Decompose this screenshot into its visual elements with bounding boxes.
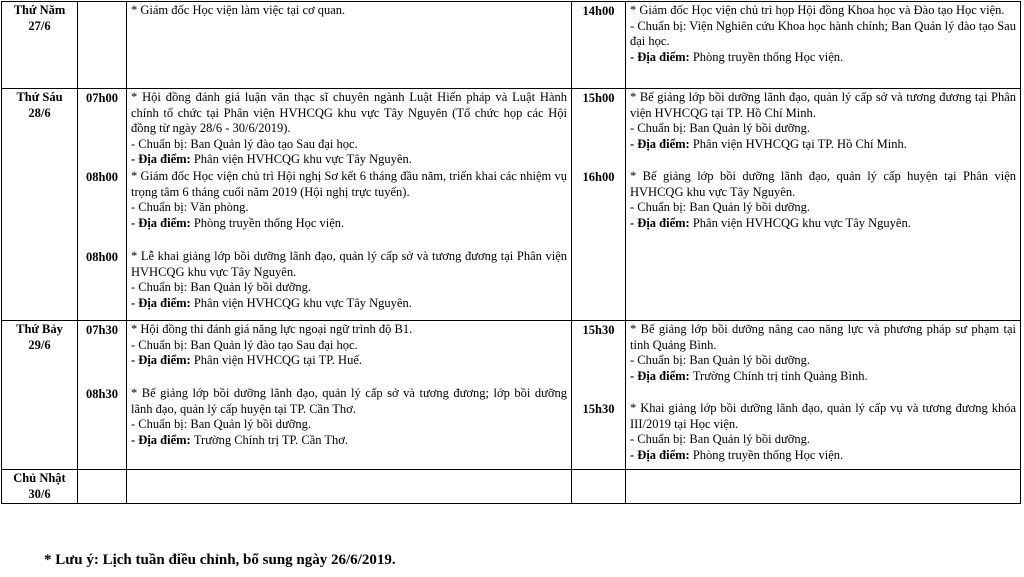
event-text: * Hội đồng đánh giá luận văn thạc sĩ chuyên ngành Luật Hiến pháp và Luật Hành chính tổ chức tại Phân viện HVHCQG khu vực Tây Nguyên (Tổ chức họp các Hội đồng từ ngày 28/6 - 30/6/2019). <box>131 90 567 135</box>
prep-value: Ban Quản lý bồi dưỡng. <box>689 353 811 367</box>
event-time: 15h30 <box>582 402 615 416</box>
morning-time-cell <box>78 89 127 321</box>
place-label: - Địa điểm: <box>131 353 194 367</box>
event-prep <box>630 121 1016 137</box>
event-place <box>131 296 567 312</box>
prep-label: - Chuẩn bị: <box>131 280 191 294</box>
event-prep <box>131 200 567 216</box>
event-text: * Bế giảng lớp bồi dưỡng lãnh đạo, quản lý cấp sở và tương đương; lớp bồi dưỡng lãnh đạo, quản lý cấp huyện tại TP. Cần Thơ. <box>131 386 567 416</box>
afternoon-content-cell <box>626 470 1021 504</box>
event-place <box>131 433 567 449</box>
prep-label: - Chuẩn bị: <box>630 121 690 135</box>
place-value: Phân viện HVHCQG khu vực Tây Nguyên. <box>692 215 911 230</box>
place-label: - Địa điểm: <box>131 432 194 447</box>
place-value: Phân viện HVHCQG tại TP. Huế. <box>193 353 363 367</box>
event-time: 15h00 <box>582 91 615 105</box>
afternoon-time-cell <box>572 2 626 89</box>
place-label: - Địa điểm: <box>131 152 194 166</box>
place-value: Phân viện HVHCQG khu vực Tây Nguyên. <box>193 152 412 166</box>
event-item <box>131 3 567 19</box>
event-prep <box>131 417 567 433</box>
schedule-body <box>2 2 1021 504</box>
place-value: Phòng truyền thống Học viện. <box>692 447 844 462</box>
schedule-note: * Lưu ý: Lịch tuần điều chỉnh, bổ sung ngày 26/6/2019. <box>44 552 396 568</box>
event-place <box>131 152 567 168</box>
event-text: * Giám đốc Học viện làm việc tại cơ quan. <box>131 3 346 17</box>
prep-value: Viện Nghiên cứu Khoa học hành chính; Ban Quản lý đào tạo Sau đại học. <box>630 18 1016 48</box>
morning-content-cell <box>127 321 572 470</box>
schedule-table <box>1 1 1021 504</box>
event-time: 08h00 <box>86 170 118 184</box>
prep-label: - Chuẩn bị: <box>630 18 690 33</box>
day-name: Chủ Nhật <box>13 471 66 485</box>
place-value: Phân viện HVHCQG khu vực Tây Nguyên. <box>193 295 412 310</box>
event-text: * Lễ khai giảng lớp bồi dưỡng lãnh đạo, quản lý cấp sở và tương đương tại Phân viện HVHCQG khu vực Tây Nguyên. <box>131 249 567 279</box>
morning-content-cell <box>127 2 572 89</box>
prep-value: Ban Quản lý đào tạo Sau đại học. <box>190 136 358 151</box>
place-value: Phòng truyền thống Học viện. <box>692 49 844 64</box>
prep-label: - Chuẩn bị: <box>630 353 690 367</box>
event-item <box>131 322 567 369</box>
event-prep <box>131 338 567 354</box>
table-row <box>2 321 1021 470</box>
place-label: - Địa điểm: <box>630 49 693 64</box>
day-date: 30/6 <box>28 486 51 501</box>
event-prep <box>630 200 1016 216</box>
event-prep <box>131 137 567 153</box>
event-place <box>630 50 1016 66</box>
prep-label: - Chuẩn bị: <box>131 417 191 431</box>
event-place <box>630 448 1016 464</box>
event-item <box>131 90 567 168</box>
place-value: Phòng truyền thống Học viện. <box>193 215 345 230</box>
event-time: 07h30 <box>86 323 118 337</box>
event-text: * Bế giảng lớp bồi dưỡng nâng cao năng lực và phương pháp sư phạm tại tỉnh Quảng Bình. <box>630 322 1016 352</box>
place-value: Trường Chính trị tỉnh Quảng Bình. <box>692 368 868 383</box>
day-date: 28/6 <box>28 105 51 120</box>
event-time: 08h00 <box>86 250 118 264</box>
event-prep <box>630 353 1016 369</box>
event-place <box>131 353 567 369</box>
prep-label: - Chuẩn bị: <box>630 200 690 214</box>
day-cell <box>2 321 78 470</box>
event-time: 16h00 <box>582 170 615 184</box>
prep-label: - Chuẩn bị: <box>131 136 191 151</box>
place-label: - Địa điểm: <box>131 295 194 310</box>
event-text: * Giám đốc Học viện chủ trì Hội nghị Sơ kết 6 tháng đầu năm, triển khai các nhiệm vụ trọng tâm 6 tháng cuối năm 2019 (Hội nghị trực tuyến). <box>131 169 567 199</box>
place-label: - Địa điểm: <box>131 215 194 230</box>
event-item <box>630 322 1016 384</box>
event-item <box>630 169 1016 231</box>
afternoon-content-cell <box>626 89 1021 321</box>
day-name: Thứ Năm <box>13 3 66 17</box>
prep-value: Ban Quản lý bồi dưỡng. <box>190 280 312 294</box>
event-time: 07h00 <box>86 91 118 105</box>
place-label: - Địa điểm: <box>630 136 693 151</box>
morning-time-cell <box>78 321 127 470</box>
prep-value: Văn phòng. <box>190 200 249 214</box>
event-place <box>131 216 567 232</box>
day-name: Thứ Bảy <box>16 322 63 336</box>
event-text: * Khai giảng lớp bồi dưỡng lãnh đạo, quản lý cấp vụ và tương đương khóa III/2019 tại Học viện. <box>630 401 1016 431</box>
day-date: 27/6 <box>28 18 51 33</box>
event-item <box>131 249 567 311</box>
event-text: * Bế giảng lớp bồi dưỡng lãnh đạo, quản lý cấp sở và tương đương tại Phân viện HVHCQG tại TP. Hồ Chí Minh. <box>630 90 1016 120</box>
event-place <box>630 369 1016 385</box>
place-label: - Địa điểm: <box>630 215 693 230</box>
event-text: * Giám đốc Học viện chủ trì họp Hội đồng Khoa học và Đào tạo Học viện. <box>630 3 1005 17</box>
prep-value: Ban Quản lý đào tạo Sau đại học. <box>190 337 358 352</box>
event-place <box>630 216 1016 232</box>
afternoon-time-cell <box>572 321 626 470</box>
event-item <box>131 386 567 448</box>
event-place <box>630 137 1016 153</box>
morning-time-cell <box>78 2 127 89</box>
prep-label: - Chuẩn bị: <box>131 337 191 352</box>
morning-content-cell <box>127 470 572 504</box>
event-prep <box>131 280 567 296</box>
event-item <box>630 90 1016 152</box>
morning-content-cell <box>127 89 572 321</box>
event-prep <box>630 432 1016 448</box>
afternoon-time-cell <box>572 470 626 504</box>
event-time: 15h30 <box>582 323 615 337</box>
table-row <box>2 470 1021 504</box>
prep-value: Ban Quản lý bồi dưỡng. <box>689 200 811 214</box>
event-item <box>630 3 1016 65</box>
afternoon-content-cell <box>626 321 1021 470</box>
event-item <box>630 401 1016 463</box>
day-date: 29/6 <box>28 337 51 352</box>
event-item <box>131 169 567 231</box>
place-label: - Địa điểm: <box>630 447 693 462</box>
prep-value: Ban Quản lý bồi dưỡng. <box>689 432 811 446</box>
table-row <box>2 2 1021 89</box>
day-cell <box>2 89 78 321</box>
place-label: - Địa điểm: <box>630 368 693 383</box>
prep-value: Ban Quản lý bồi dưỡng. <box>190 417 312 431</box>
prep-value: Ban Quản lý bồi dưỡng. <box>689 121 811 135</box>
morning-time-cell <box>78 470 127 504</box>
event-time: 14h00 <box>582 4 615 18</box>
prep-label: - Chuẩn bị: <box>630 432 690 446</box>
table-row <box>2 89 1021 321</box>
event-time: 08h30 <box>86 387 118 401</box>
day-cell <box>2 470 78 504</box>
afternoon-time-cell <box>572 89 626 321</box>
day-cell <box>2 2 78 89</box>
event-text: * Hội đồng thi đánh giá năng lực ngoại ngữ trình độ B1. <box>131 322 413 336</box>
event-text: * Bế giảng lớp bồi dưỡng lãnh đạo, quản lý cấp huyện tại Phân viện HVHCQG khu vực Tây Nguyên. <box>630 169 1016 199</box>
place-value: Trường Chính trị TP. Cần Thơ. <box>193 432 349 447</box>
place-value: Phân viện HVHCQG tại TP. Hồ Chí Minh. <box>692 136 907 151</box>
afternoon-content-cell <box>626 2 1021 89</box>
event-prep <box>630 19 1016 50</box>
day-name: Thứ Sáu <box>16 90 63 104</box>
prep-label: - Chuẩn bị: <box>131 200 191 214</box>
